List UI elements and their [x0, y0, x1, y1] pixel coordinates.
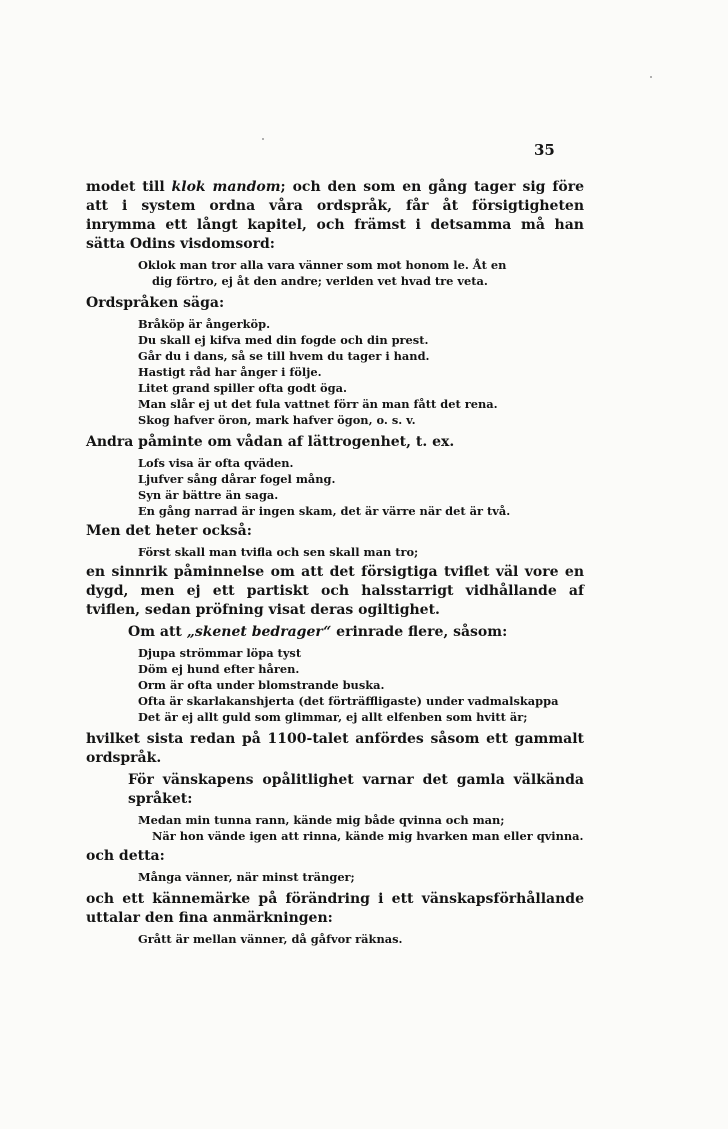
paragraph-sinnrik: en sinnrik påminnelse om att det försigtiga tviflet väl vore en dygd, men ej ett partiskt och halsstarrigt vidhållande af tviflen, sedan pröfning visat deras ogiltighet.	[86, 564, 584, 618]
paragraph-lattrogenhet: Andra påminte om vådan af lättrogenhet, t. ex.	[86, 434, 455, 450]
proverb-line: Lofs visa är ofta qväden.	[138, 456, 294, 470]
proverb-line: Det är ej allt guld som glimmar, ej allt elfenben som hvitt är;	[138, 710, 528, 724]
proverb-line: Skog hafver öron, mark hafver ögon, o. s. v.	[138, 413, 416, 427]
paragraph-kannemarke: och ett kännemärke på förändring i ett vänskapsförhållande uttalar den fina anmärkningen:	[86, 891, 584, 926]
print-speck	[650, 76, 652, 78]
paragraph-vanskapens: För vänskapens opålitlighet varnar det gamla välkända språket:	[128, 772, 584, 807]
quote-line: dig förtro, ej åt den andre; verlden vet hvad tre veta.	[152, 274, 488, 288]
paragraph-ordspraken: Ordspråken säga:	[86, 295, 225, 311]
paragraph-och-detta: och detta:	[86, 848, 165, 864]
proverb-line: Hastigt råd har ånger i följe.	[138, 365, 322, 379]
page-text	[86, 178, 584, 947]
proverb-line: När hon vände igen att rinna, kände mig hvarken man eller qvinna.	[152, 829, 584, 843]
proverb-line: Medan min tunna rann, kände mig både qvinna och man;	[138, 813, 505, 827]
proverb-line: Man slår ej ut det fula vattnet förr än man fått det rena.	[138, 397, 498, 411]
proverb-line: Ljufver sång dårar fogel mång.	[138, 472, 336, 486]
proverb-line: Först skall man tvifla och sen skall man tro;	[138, 545, 419, 559]
proverb-line: Många vänner, när minst tränger;	[138, 870, 355, 884]
proverb-line: Grått är mellan vänner, då gåfvor räknas.	[138, 932, 403, 946]
proverb-line: Djupa strömmar löpa tyst	[138, 646, 302, 660]
proverb-line: Syn är bättre än saga.	[138, 488, 279, 502]
proverb-line: Bråköp är ångerköp.	[138, 317, 271, 331]
emphasis-klok-mandom: klok mandom	[171, 179, 281, 195]
proverb-line: Ofta är skarlakanshjerta (det förträffligaste) under vadmalskappa	[138, 694, 559, 708]
proverb-line: Orm är ofta under blomstrande buska.	[138, 678, 385, 692]
print-speck	[262, 138, 264, 140]
proverb-line: Döm ej hund efter håren.	[138, 662, 300, 676]
proverb-line: Du skall ej kifva med din fogde och din prest.	[138, 333, 429, 347]
proverb-line: En gång narrad är ingen skam, det är värre när det är två.	[138, 504, 511, 518]
paragraph-men-det-heter: Men det heter också:	[86, 523, 252, 539]
proverb-line: Går du i dans, så se till hvem du tager i hand.	[138, 349, 430, 363]
emphasis-skenet-bedrager: „skenet bedrager“	[186, 624, 332, 640]
quote-line: Oklok man tror alla vara vänner som mot honom le. Åt en	[138, 258, 507, 272]
page-number: 35	[534, 141, 555, 159]
proverb-line: Litet grand spiller ofta godt öga.	[138, 381, 347, 395]
paragraph-intro: modet till klok mandom; och den som en gång tager sig före att i system ordna våra ordspråk, får åt försigtigheten inrymma ett långt kapitel, och främst i detsamma må han sätta Odins visdomsord:	[86, 179, 584, 252]
paragraph-skenet: Om att „skenet bedrager“ erinrade flere, såsom:	[128, 624, 508, 640]
paragraph-1100-talet: hvilket sista redan på 1100-talet anfördes såsom ett gammalt ordspråk.	[86, 731, 584, 766]
